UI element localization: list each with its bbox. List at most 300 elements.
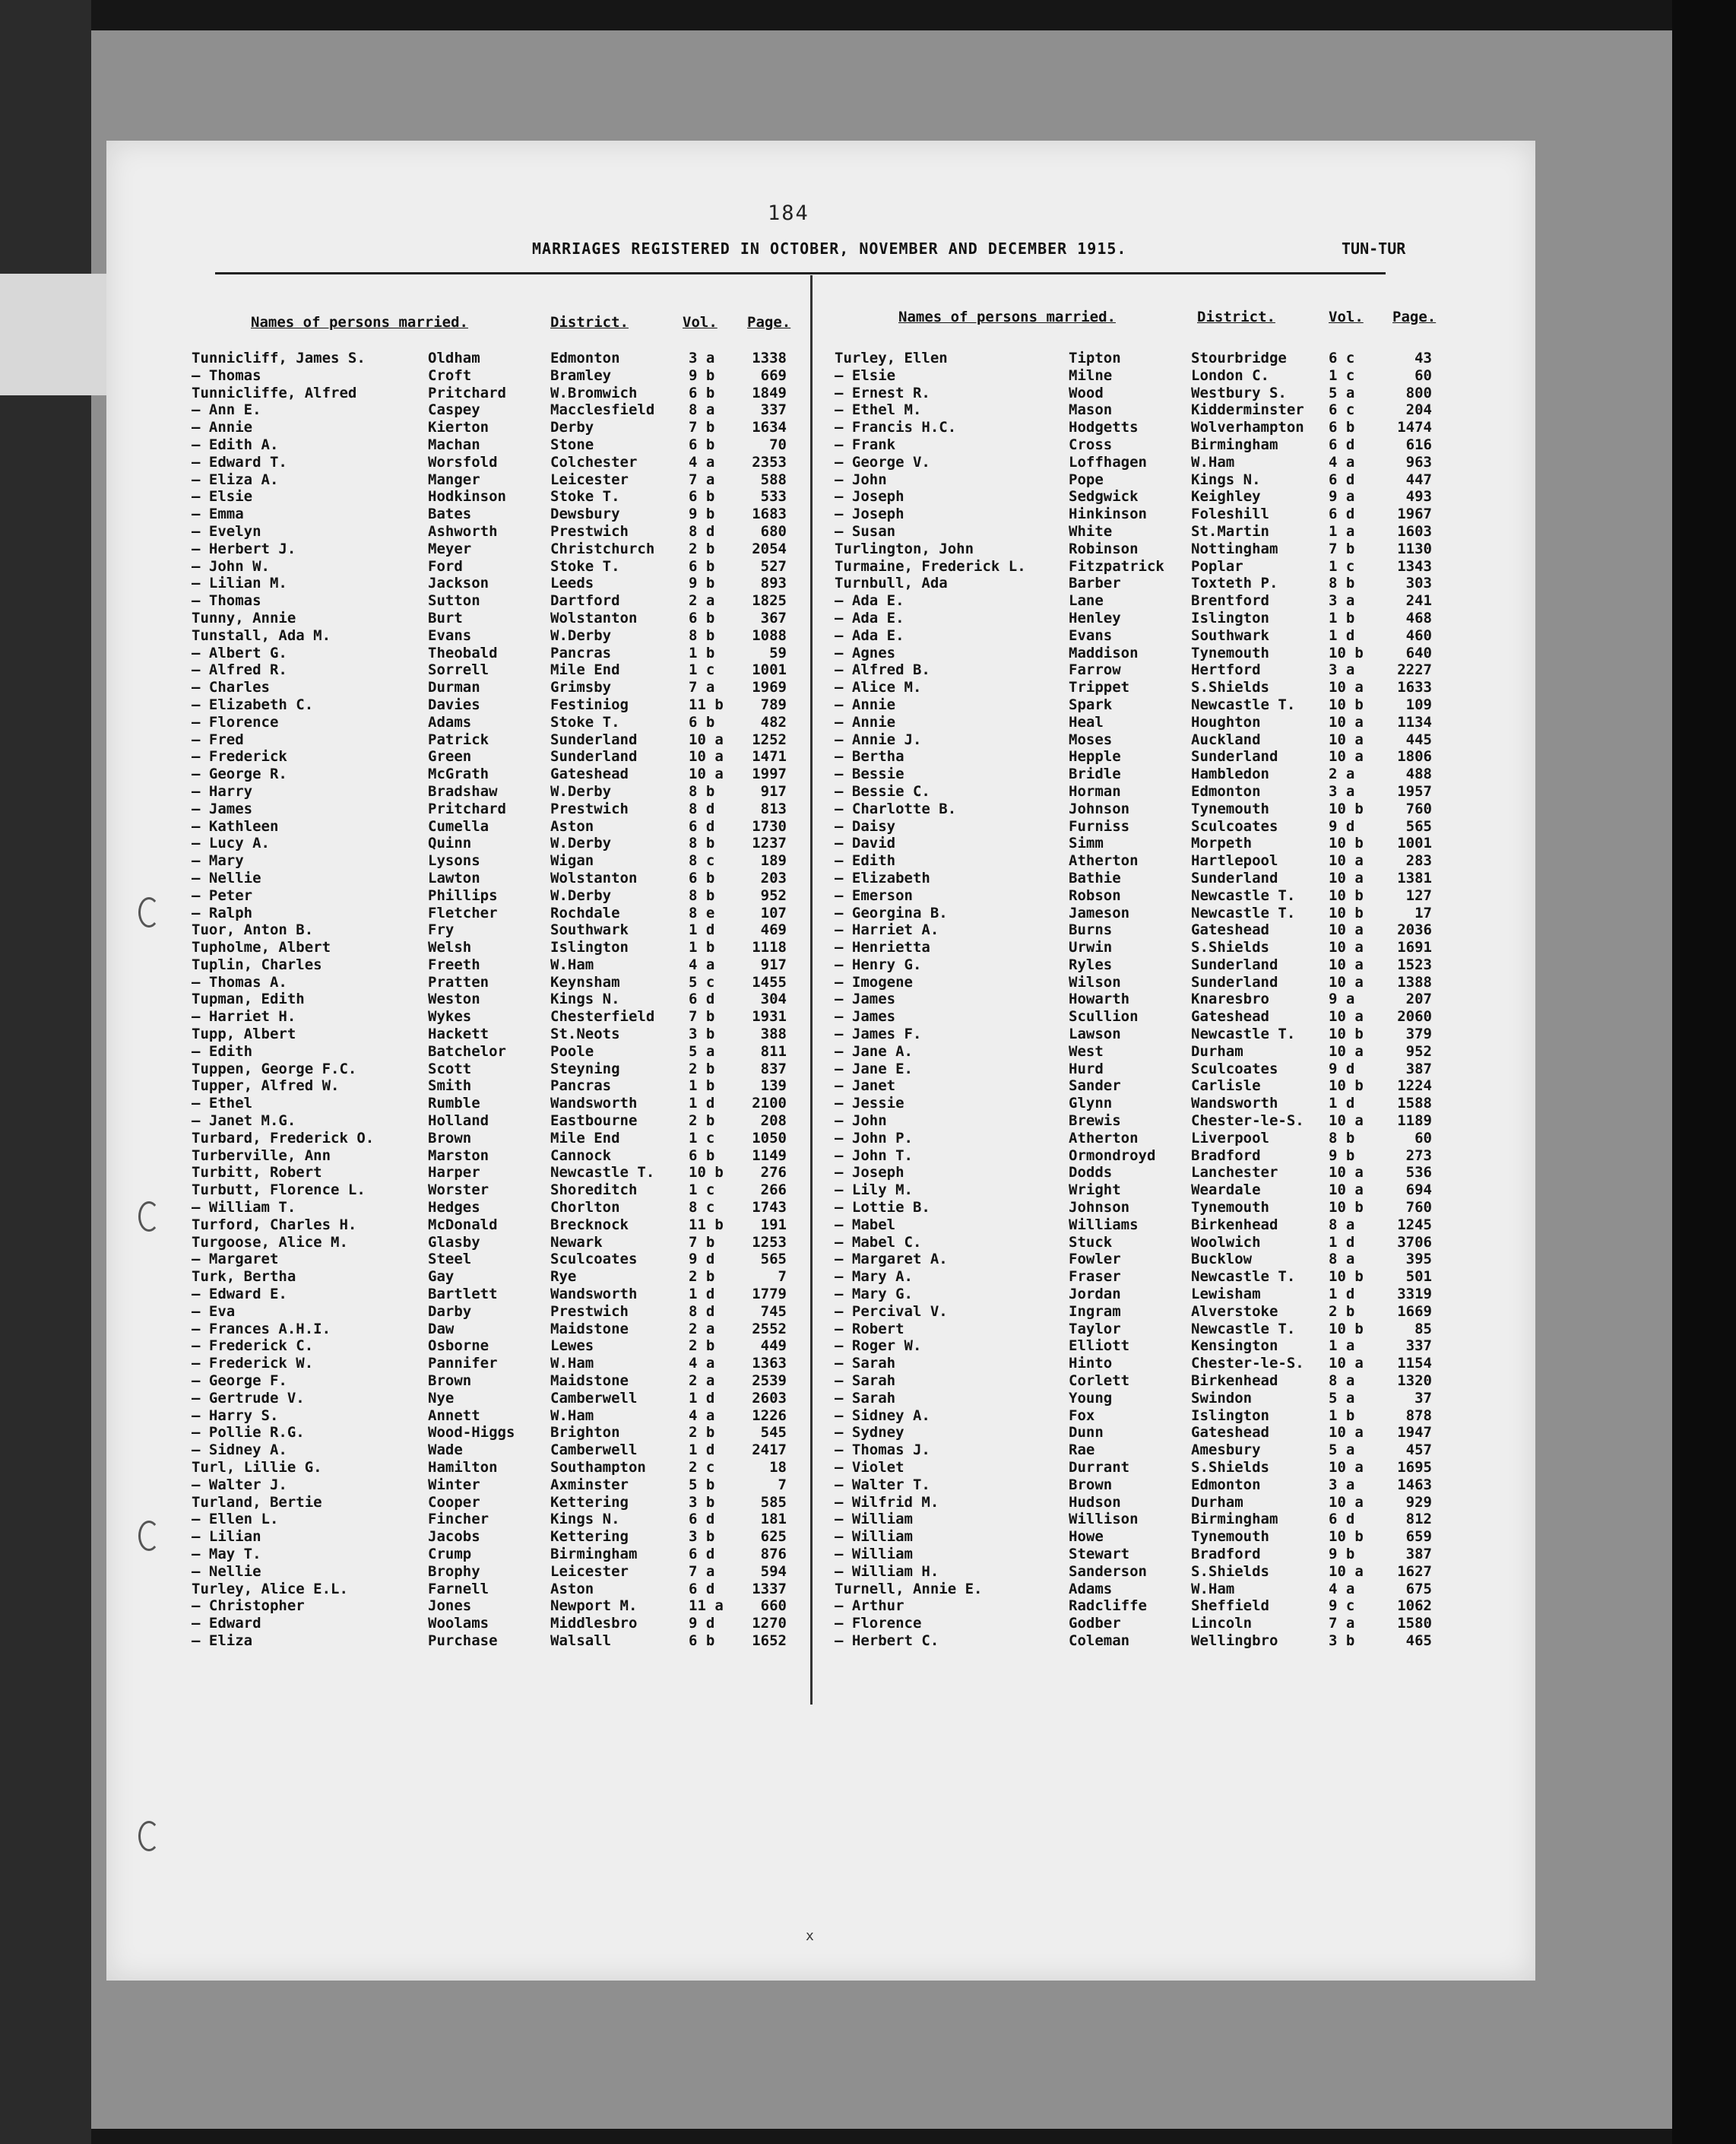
cell-vol: 6 b: [689, 609, 715, 626]
cell-vol: 1 c: [1329, 557, 1355, 575]
cell-vol: 10 a: [1329, 1042, 1364, 1060]
cell-name: — James: [835, 991, 896, 1008]
cell-vol: 3 b: [689, 1493, 715, 1511]
cell-name: — Agnes: [835, 644, 896, 661]
cell-district: Carlisle: [1191, 1077, 1261, 1095]
cell-district: Colchester: [550, 453, 638, 471]
cell-name: — Edward E.: [192, 1286, 287, 1303]
cell-district: Stoke T.: [550, 557, 620, 575]
cell-vol: 9 a: [1329, 488, 1355, 506]
cell-district: Maidstone: [550, 1372, 629, 1390]
cell-district: Chorlton: [550, 1199, 620, 1216]
cell-district: Birmingham: [1191, 436, 1278, 453]
cell-vol: 10 a: [1329, 852, 1364, 870]
cell-name: — Ada E.: [835, 592, 904, 610]
cell-name: Turbard, Frederick O.: [192, 1129, 375, 1147]
cell-spouse: Burt: [428, 609, 463, 626]
page-title: MARRIAGES REGISTERED IN OCTOBER, NOVEMBER AND DECEMBER 1915.: [532, 239, 1127, 258]
cell-page: 1252: [752, 731, 787, 748]
cell-vol: 6 d: [689, 1545, 715, 1562]
cell-page: 1947: [1397, 1424, 1432, 1441]
cell-spouse: Scullion: [1069, 1008, 1139, 1026]
cell-page: 675: [1405, 1580, 1432, 1597]
cell-page: 1226: [752, 1407, 787, 1424]
cell-spouse: Smith: [428, 1077, 472, 1095]
cell-vol: 8 d: [689, 800, 715, 817]
cell-vol: 1 a: [1329, 1337, 1355, 1355]
cell-page: 1997: [752, 766, 787, 783]
cell-spouse: Howe: [1069, 1528, 1104, 1546]
cell-district: Knaresbro: [1191, 991, 1269, 1008]
cell-page: 1050: [752, 1129, 787, 1147]
cell-district: Weardale: [1191, 1181, 1261, 1199]
cell-district: Brighton: [550, 1424, 620, 1441]
punch-hole-icon: [138, 1201, 160, 1232]
cell-vol: 10 a: [1329, 1164, 1364, 1181]
cell-page: 1683: [752, 506, 787, 523]
cell-spouse: Johnson: [1069, 800, 1130, 817]
cell-spouse: Trippet: [1069, 679, 1130, 696]
cell-page: 1691: [1397, 939, 1432, 956]
cell-vol: 6 d: [689, 1580, 715, 1597]
cell-spouse: Wade: [428, 1441, 463, 1459]
cell-district: Swindon: [1191, 1389, 1253, 1407]
cell-district: Birmingham: [550, 1545, 638, 1562]
cell-name: — Henry G.: [835, 956, 922, 973]
cell-district: S.Shields: [1191, 939, 1269, 956]
cell-spouse: Green: [428, 748, 472, 766]
cell-page: 1388: [1397, 973, 1432, 991]
cell-page: 241: [1405, 592, 1432, 610]
cell-page: 1343: [1397, 557, 1432, 575]
cell-spouse: Mason: [1069, 401, 1113, 419]
index-range-code: TUN-TUR: [1342, 239, 1406, 258]
cell-vol: 1 d: [1329, 1095, 1355, 1112]
cell-page: 18: [769, 1459, 787, 1476]
cell-district: Chester-le-S.: [1191, 1355, 1304, 1372]
cell-page: 388: [760, 1026, 787, 1043]
cell-name: — Gertrude V.: [192, 1389, 305, 1407]
cell-name: Turmaine, Frederick L.: [835, 557, 1026, 575]
cell-name: — Jane E.: [835, 1060, 913, 1077]
cell-spouse: Pope: [1069, 471, 1104, 488]
cell-name: — Emerson: [835, 886, 913, 904]
cell-name: — Walter J.: [192, 1476, 287, 1493]
cell-district: Eastbourne: [550, 1112, 638, 1130]
cell-vol: 2 b: [689, 1112, 715, 1130]
cell-name: — Sarah: [835, 1372, 896, 1390]
cell-vol: 6 b: [689, 488, 715, 506]
cell-spouse: Marston: [428, 1147, 489, 1164]
cell-vol: 10 a: [1329, 1562, 1364, 1580]
cell-vol: 10 b: [1329, 1268, 1364, 1286]
cell-vol: 2 b: [1329, 1302, 1355, 1320]
cell-name: — John W.: [192, 557, 270, 575]
cell-name: — Ethel: [192, 1095, 253, 1112]
cell-name: — George R.: [192, 766, 287, 783]
cell-name: — Kathleen: [192, 817, 279, 835]
cell-vol: 6 d: [1329, 1511, 1355, 1528]
cell-vol: 9 b: [1329, 1545, 1355, 1562]
cell-spouse: Milne: [1069, 366, 1113, 384]
cell-page: 588: [760, 471, 787, 488]
cell-vol: 8 b: [689, 782, 715, 800]
cell-vol: 10 a: [1329, 1424, 1364, 1441]
cell-name: — John P.: [835, 1129, 913, 1147]
cell-district: Durham: [1191, 1493, 1243, 1511]
cell-name: Tupholme, Albert: [192, 939, 331, 956]
cell-spouse: Pratten: [428, 973, 489, 991]
cell-vol: 7 b: [689, 419, 715, 436]
cell-vol: 1 d: [1329, 626, 1355, 644]
cell-name: — Joseph: [835, 506, 904, 523]
cell-page: 565: [1405, 817, 1432, 835]
cell-spouse: Oldham: [428, 350, 480, 366]
cell-district: Sculcoates: [550, 1251, 638, 1268]
cell-vol: 3 a: [1329, 782, 1355, 800]
cell-name: — Janet M.G.: [192, 1112, 296, 1130]
cell-page: 837: [760, 1060, 787, 1077]
cell-vol: 7 a: [689, 679, 715, 696]
cell-spouse: Phillips: [428, 886, 498, 904]
cell-name: — William: [835, 1545, 913, 1562]
cell-spouse: Daw: [428, 1320, 455, 1337]
cell-page: 85: [1414, 1320, 1432, 1337]
cell-district: Hertford: [1191, 661, 1261, 679]
cell-vol: 6 b: [689, 384, 715, 401]
cell-spouse: Quinn: [428, 835, 472, 852]
cell-name: — Bessie: [835, 766, 904, 783]
cell-district: Newcastle T.: [1191, 696, 1296, 713]
cell-district: Gateshead: [550, 766, 629, 783]
cell-vol: 9 d: [1329, 817, 1355, 835]
cell-page: 660: [760, 1597, 787, 1615]
film-edge-right: [1672, 0, 1736, 2144]
cell-spouse: Fry: [428, 921, 455, 939]
cell-spouse: Bathie: [1069, 869, 1121, 886]
cell-district: Leicester: [550, 1562, 629, 1580]
cell-spouse: Corlett: [1069, 1372, 1130, 1390]
cell-district: Dartford: [550, 592, 620, 610]
cell-page: 1189: [1397, 1112, 1432, 1130]
cell-page: 2227: [1397, 661, 1432, 679]
cell-vol: 6 d: [689, 991, 715, 1008]
cell-page: 1669: [1397, 1302, 1432, 1320]
cell-vol: 2 b: [689, 1424, 715, 1441]
cell-name: — Sidney A.: [192, 1441, 287, 1459]
cell-vol: 11 b: [689, 1216, 724, 1233]
cell-district: Newcastle T.: [550, 1164, 655, 1181]
cell-page: 533: [760, 488, 787, 506]
cell-page: 1245: [1397, 1216, 1432, 1233]
cell-spouse: Weston: [428, 991, 480, 1008]
cell-vol: 10 a: [1329, 921, 1364, 939]
cell-vol: 2 a: [689, 1320, 715, 1337]
cell-district: Lewes: [550, 1337, 594, 1355]
cell-vol: 6 b: [1329, 419, 1355, 436]
cell-page: 2060: [1397, 1008, 1432, 1026]
cell-page: 917: [760, 956, 787, 973]
cell-name: Turnbull, Ada: [835, 575, 948, 592]
cell-district: Edmonton: [1191, 782, 1261, 800]
cell-name: — George F.: [192, 1372, 287, 1390]
cell-name: — Harry: [192, 782, 253, 800]
cell-vol: 6 d: [1329, 471, 1355, 488]
cell-vol: 10 b: [1329, 904, 1364, 921]
cell-spouse: Crump: [428, 1545, 472, 1562]
cell-page: 1695: [1397, 1459, 1432, 1476]
right-header-page: Page.: [1392, 309, 1437, 325]
cell-district: Woolwich: [1191, 1233, 1261, 1251]
cell-spouse: Evans: [1069, 626, 1113, 644]
cell-page: 482: [760, 713, 787, 731]
cell-district: Aston: [550, 1580, 594, 1597]
cell-district: Wandsworth: [550, 1286, 638, 1303]
cell-page: 1455: [752, 973, 787, 991]
cell-name: — Herbert J.: [192, 540, 296, 557]
cell-district: S.Shields: [1191, 679, 1269, 696]
cell-name: — Joseph: [835, 488, 904, 506]
cell-name: — Bertha: [835, 748, 904, 766]
cell-spouse: Bradshaw: [428, 782, 498, 800]
cell-page: 616: [1405, 436, 1432, 453]
cell-name: Tupp, Albert: [192, 1026, 296, 1043]
cell-vol: 1 d: [1329, 1286, 1355, 1303]
cell-vol: 10 b: [1329, 1528, 1364, 1546]
cell-spouse: Glasby: [428, 1233, 480, 1251]
cell-district: Walsall: [550, 1632, 612, 1649]
cell-district: Stourbridge: [1191, 350, 1287, 366]
cell-page: 367: [760, 609, 787, 626]
cell-district: Festiniog: [550, 696, 629, 713]
cell-page: 283: [1405, 852, 1432, 870]
cell-name: — Lilian: [192, 1528, 261, 1546]
cell-name: — Nellie: [192, 869, 261, 886]
cell-spouse: Cooper: [428, 1493, 480, 1511]
cell-name: Turford, Charles H.: [192, 1216, 357, 1233]
cell-name: — Annie: [835, 696, 896, 713]
cell-spouse: Stewart: [1069, 1545, 1130, 1562]
cell-name: — Edith: [835, 852, 896, 870]
cell-name: — Thomas A.: [192, 973, 287, 991]
cell-spouse: Gay: [428, 1268, 455, 1286]
cell-page: 2054: [752, 540, 787, 557]
cell-page: 1633: [1397, 679, 1432, 696]
cell-vol: 3 b: [689, 1026, 715, 1043]
cell-page: 813: [760, 800, 787, 817]
cell-district: Keighley: [1191, 488, 1261, 506]
cell-page: 1523: [1397, 956, 1432, 973]
cell-vol: 10 b: [1329, 1199, 1364, 1216]
cell-page: 469: [760, 921, 787, 939]
cell-page: 1253: [752, 1233, 787, 1251]
cell-spouse: Cumella: [428, 817, 489, 835]
cell-name: — Charles: [192, 679, 270, 696]
cell-page: 789: [760, 696, 787, 713]
cell-district: W.Ham: [1191, 453, 1235, 471]
cell-district: Islington: [550, 939, 629, 956]
cell-vol: 5 a: [1329, 1441, 1355, 1459]
cell-page: 545: [760, 1424, 787, 1441]
cell-page: 60: [1414, 366, 1432, 384]
cell-spouse: Fincher: [428, 1511, 489, 1528]
cell-page: 1320: [1397, 1372, 1432, 1390]
cell-district: Tynemouth: [1191, 1528, 1269, 1546]
cell-name: — David: [835, 835, 896, 852]
cell-name: — Edith A.: [192, 436, 279, 453]
cell-page: 276: [760, 1164, 787, 1181]
cell-page: 760: [1405, 800, 1432, 817]
cell-name: — Mary G.: [835, 1286, 913, 1303]
cell-spouse: Jackson: [428, 575, 489, 592]
cell-page: 1806: [1397, 748, 1432, 766]
cell-district: Birmingham: [1191, 1511, 1278, 1528]
cell-page: 493: [1405, 488, 1432, 506]
cell-district: Edmonton: [1191, 1476, 1261, 1493]
cell-district: Kensington: [1191, 1337, 1278, 1355]
cell-district: Foleshill: [1191, 506, 1269, 523]
cell-district: Lincoln: [1191, 1615, 1253, 1632]
cell-vol: 8 b: [1329, 1129, 1355, 1147]
cell-name: — Alfred B.: [835, 661, 930, 679]
cell-spouse: Steel: [428, 1251, 472, 1268]
cell-spouse: Hodgetts: [1069, 419, 1139, 436]
cell-name: — William H.: [835, 1562, 939, 1580]
cell-name: — Harry S.: [192, 1407, 279, 1424]
cell-page: 2603: [752, 1389, 787, 1407]
cell-spouse: Lawton: [428, 869, 480, 886]
cell-district: Leeds: [550, 575, 594, 592]
cell-district: Southwark: [550, 921, 629, 939]
cell-name: — Jessie: [835, 1095, 904, 1112]
cell-spouse: Sutton: [428, 592, 480, 610]
cell-name: — Edward T.: [192, 453, 287, 471]
cell-page: 1224: [1397, 1077, 1432, 1095]
cell-vol: 7 a: [1329, 1615, 1355, 1632]
cell-page: 585: [760, 1493, 787, 1511]
cell-vol: 8 b: [689, 886, 715, 904]
cell-vol: 1 c: [1329, 366, 1355, 384]
cell-page: 1130: [1397, 540, 1432, 557]
cell-vol: 2 b: [689, 1268, 715, 1286]
cell-vol: 6 d: [1329, 506, 1355, 523]
cell-name: Tuplin, Charles: [192, 956, 322, 973]
cell-name: — Elizabeth: [835, 869, 930, 886]
cell-spouse: Radcliffe: [1069, 1597, 1147, 1615]
cell-name: — Eliza A.: [192, 471, 279, 488]
cell-name: — Robert: [835, 1320, 904, 1337]
cell-district: Rye: [550, 1268, 577, 1286]
punch-hole-icon: [138, 1521, 160, 1551]
cell-vol: 10 a: [1329, 731, 1364, 748]
cell-name: — Lucy A.: [192, 835, 270, 852]
cell-spouse: Meyer: [428, 540, 472, 557]
cell-vol: 2 b: [689, 1337, 715, 1355]
cell-page: 337: [1405, 1337, 1432, 1355]
cell-district: Stone: [550, 436, 594, 453]
cell-page: 594: [760, 1562, 787, 1580]
cell-name: — Christopher: [192, 1597, 305, 1615]
cell-spouse: Ashworth: [428, 522, 498, 540]
cell-name: — Harriet H.: [192, 1008, 296, 1026]
cell-district: Sunderland: [1191, 956, 1278, 973]
cell-district: Sunderland: [550, 731, 638, 748]
cell-district: Cannock: [550, 1147, 612, 1164]
cell-page: 1603: [1397, 522, 1432, 540]
cell-vol: 3 a: [1329, 592, 1355, 610]
cell-vol: 6 d: [689, 1511, 715, 1528]
cell-page: 536: [1405, 1164, 1432, 1181]
cell-page: 1149: [752, 1147, 787, 1164]
cell-district: Sunderland: [1191, 973, 1278, 991]
cell-district: Newark: [550, 1233, 603, 1251]
cell-vol: 4 a: [689, 1355, 715, 1372]
cell-vol: 1 a: [1329, 522, 1355, 540]
cell-name: Turnell, Annie E.: [835, 1580, 983, 1597]
cell-vol: 8 c: [689, 852, 715, 870]
cell-spouse: Fletcher: [428, 904, 498, 921]
cell-vol: 1 c: [689, 661, 715, 679]
cell-spouse: Durman: [428, 679, 480, 696]
cell-name: — Mary A.: [835, 1268, 913, 1286]
cell-district: Mile End: [550, 1129, 620, 1147]
cell-name: Tunnicliffe, Alfred: [192, 384, 357, 401]
cell-district: Derby: [550, 419, 594, 436]
cell-vol: 10 a: [1329, 1112, 1364, 1130]
cell-page: 1849: [752, 384, 787, 401]
cell-district: W.Ham: [550, 1355, 594, 1372]
cell-page: 208: [760, 1112, 787, 1130]
cell-page: 929: [1405, 1493, 1432, 1511]
cell-district: Gateshead: [1191, 1424, 1269, 1441]
cell-page: 811: [760, 1042, 787, 1060]
cell-spouse: Moses: [1069, 731, 1113, 748]
cell-vol: 9 d: [689, 1251, 715, 1268]
cell-page: 1001: [752, 661, 787, 679]
cell-name: — Eliza: [192, 1632, 253, 1649]
cell-name: — Ada E.: [835, 626, 904, 644]
cell-name: — William: [835, 1528, 913, 1546]
cell-page: 1743: [752, 1199, 787, 1216]
cell-name: — Margaret: [192, 1251, 279, 1268]
cell-page: 680: [760, 522, 787, 540]
cell-vol: 10 a: [1329, 869, 1364, 886]
cell-district: Bradford: [1191, 1545, 1261, 1562]
cell-district: Sculcoates: [1191, 817, 1278, 835]
cell-vol: 2 b: [689, 1060, 715, 1077]
cell-vol: 10 a: [1329, 956, 1364, 973]
cell-spouse: McDonald: [428, 1216, 498, 1233]
cell-vol: 8 d: [689, 522, 715, 540]
cell-vol: 5 a: [689, 1042, 715, 1060]
cell-vol: 2 a: [1329, 766, 1355, 783]
cell-spouse: Ingram: [1069, 1302, 1121, 1320]
cell-spouse: Hudson: [1069, 1493, 1121, 1511]
cell-district: Macclesfield: [550, 401, 655, 419]
cell-district: Birkenhead: [1191, 1372, 1278, 1390]
cell-page: 445: [1405, 731, 1432, 748]
cell-spouse: Robinson: [1069, 540, 1139, 557]
cell-name: — Henrietta: [835, 939, 930, 956]
right-header-district: District.: [1197, 309, 1275, 325]
cell-vol: 1 d: [689, 1286, 715, 1303]
cell-spouse: Rae: [1069, 1441, 1095, 1459]
cell-spouse: Horman: [1069, 782, 1121, 800]
cell-name: — John T.: [835, 1147, 913, 1164]
cell-page: 952: [760, 886, 787, 904]
cell-name: — Thomas: [192, 366, 261, 384]
cell-spouse: Patrick: [428, 731, 489, 748]
